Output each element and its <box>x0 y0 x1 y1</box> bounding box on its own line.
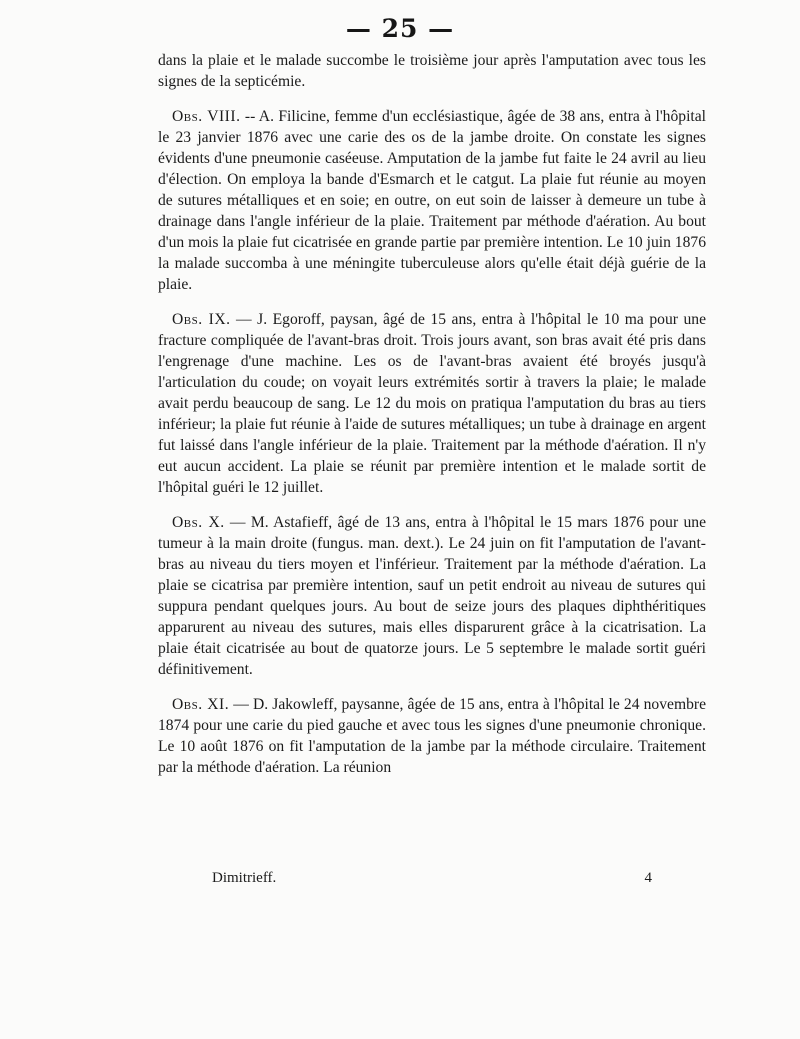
paragraph-text: — J. Egoroff, paysan, âgé de 15 ans, entra à l'hôpital le 10 ma pour une fracture compliquée de l'avant-bras droit. Trois jours avant, son bras avait été pris dans l'engrenage d'une machine. Les os de l'avant-bras avaient été broyés jusqu'à l'articulation du coude; on voyait leurs extrémités sortir à travers la plaie; le malade avait perdu beaucoup de sang. Le 12 du mois on pratiqua l'amputation du bras au tiers inférieur; la plaie fut réunie à l'aide de sutures métalliques; un tube à drainage en argent fut laissé dans l'angle inférieur de la plaie. Traitement par la méthode d'aération. Il n'y eut aucun accident. La plaie se réunit par première intention et le malade sortit de l'hôpital guéri le 12 juillet. <box>158 311 706 496</box>
paragraph-obs-ix <box>158 309 706 498</box>
paragraph-obs-x <box>158 512 706 680</box>
paragraph-obs-viii <box>158 106 706 295</box>
body-text <box>158 50 706 778</box>
signature-mark: 4 <box>644 870 652 886</box>
paragraph-obs-xi <box>158 694 706 778</box>
obs-label: Obs. XI. <box>172 696 230 713</box>
paragraph-text: -- A. Filicine, femme d'un ecclésiastique, âgée de 38 ans, entra à l'hôpital le 23 janvier 1876 avec une carie des os de la jambe droite. On constate les signes évidents d'une pneumonie caséeuse. Amputation de la jambe fut faite le 24 avril au lieu d'élection. On employa la bande d'Esmarch et le catgut. La plaie fut réunie au moyen de sutures métalliques et en soie; en outre, on eut soin de laisser à demeure un tube à drainage dans l'angle inférieur de la plaie. Traitement par méthode d'aération. Au bout d'un mois la plaie fut cicatrisée en grande partie par première intention. Le 10 juin 1876 la malade succomba à une méningite tuberculeuse alors qu'elle était déjà guérie de la plaie. <box>158 108 706 293</box>
paragraph-text: — D. Jakowleff, paysanne, âgée de 15 ans, entra à l'hôpital le 24 novembre 1874 pour une carie du pied gauche et avec tous les signes d'une pneumonie chronique. Le 10 août 1876 on fit l'amputation de la jambe par la méthode circulaire. Traitement par la méthode d'aération. La réunion <box>158 696 706 776</box>
paragraph-continuation <box>158 50 706 92</box>
paragraph-text: dans la plaie et le malade succombe le troisième jour après l'amputation avec tous les signes de la septicémie. <box>158 52 706 90</box>
footer-author: Dimitrieff. <box>212 870 277 886</box>
obs-label: Obs. VIII. <box>172 108 241 125</box>
obs-label: Obs. IX. <box>172 311 231 328</box>
obs-label: Obs. X. <box>172 514 225 531</box>
paragraph-text: — M. Astafieff, âgé de 13 ans, entra à l'hôpital le 15 mars 1876 pour une tumeur à la main droite (fungus. man. dext.). Le 24 juin on fit l'amputation de l'avant-bras au niveau du tiers moyen et l'inférieur. Traitement par la méthode d'aération. La plaie se cicatrisa par première intention, sauf un petit endroit au niveau de sutures qui suppura pendant quelques jours. Au bout de seize jours des plaques diphthéritiques apparurent au niveau des sutures, mais elles disparurent grâce à la cicatrisation. La plaie était cicatrisée au bout de quatorze jours. Le 5 septembre le malade sortit guéri définitivement. <box>158 514 706 678</box>
page-number: — 25 — <box>345 14 455 43</box>
